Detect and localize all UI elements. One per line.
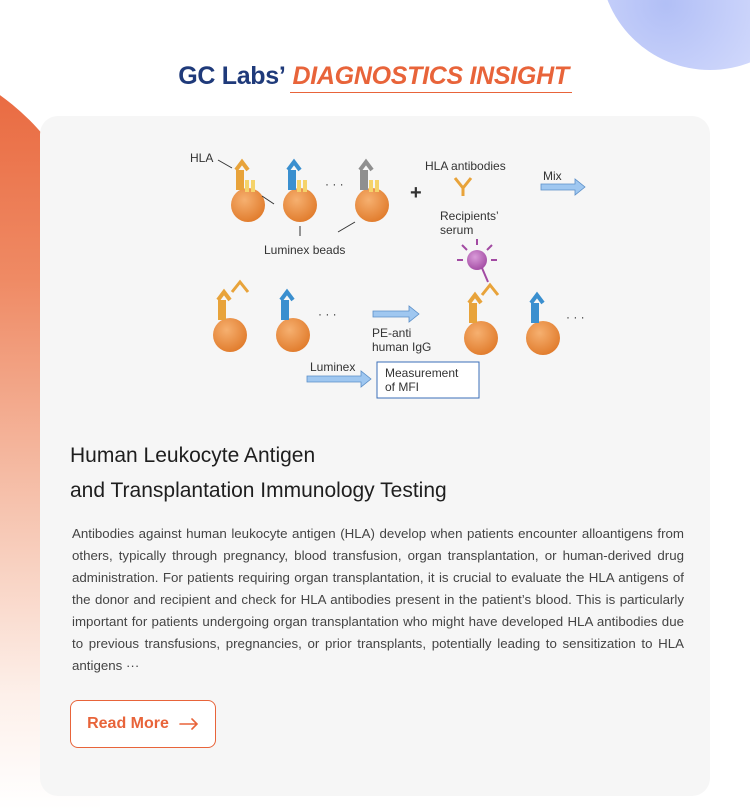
hla-testing-diagram [170, 140, 600, 400]
pe-label-2: human IgG [372, 340, 432, 354]
recipients-serum-label-2: serum [440, 223, 474, 237]
luminex-beads-label: Luminex beads [264, 243, 346, 257]
brand-name: GC Labs’ [178, 62, 286, 90]
read-more-button[interactable] [70, 700, 216, 748]
page-header [0, 62, 750, 93]
recipients-serum-label-1: Recipients’ [440, 209, 499, 223]
hla-antibodies-label: HLA antibodies [425, 159, 506, 173]
mix-label: Mix [543, 169, 562, 183]
measurement-label-2: of MFI [385, 380, 420, 394]
ellipsis-2: · · · [318, 307, 337, 321]
read-more-label: Read More [87, 715, 169, 732]
article-body: Antibodies against human leukocyte antigen (HLA) develop when patients encounter alloantigens from others, typically through pregnancy, blood transfusion, organ transplantation, or human-derived drug administration. For patients requiring organ transplantation, it is crucial to evaluate the HLA antigens of the donor and recipient and check for HLA antibodies present in the patient’s blood. This is particularly important for patients undergoing organ transplantation who might have developed HLA antibodies due to previous transfusions, pregnancies, or prior transplants, potentially leading to sensitization to HLA antigens ··· [72, 526, 684, 673]
article-title-line-2: and Transplantation Immunology Testing [70, 479, 447, 502]
luminex-label: Luminex [310, 360, 356, 374]
ellipsis-3: · · · [566, 310, 585, 324]
bead-4-row-2 [526, 295, 560, 355]
brand-tagline: DIAGNOSTICS INSIGHT [290, 62, 572, 93]
hla-label: HLA [190, 151, 214, 165]
bead-2-row-2 [276, 292, 310, 352]
pe-label-1: PE-anti [372, 326, 412, 340]
bead-with-pe-antibody [464, 285, 498, 355]
ellipsis-1: · · · [325, 177, 344, 191]
arrow-right-icon [179, 718, 199, 730]
plus-symbol: + [410, 182, 422, 204]
decorative-blue-circle [600, 0, 750, 70]
luminex-bead-1 [231, 162, 265, 222]
luminex-bead-2 [283, 162, 317, 222]
measurement-label-1: Measurement [385, 366, 459, 380]
pe-arrow-icon [373, 306, 419, 322]
article-title [70, 438, 447, 508]
hla-antibody-icon [455, 178, 471, 196]
bead-with-antibody-1 [213, 282, 248, 352]
luminex-bead-3 [355, 162, 389, 222]
pe-conjugate-icon [457, 239, 497, 282]
article-title-line-1: Human Leukocyte Antigen [70, 444, 316, 467]
